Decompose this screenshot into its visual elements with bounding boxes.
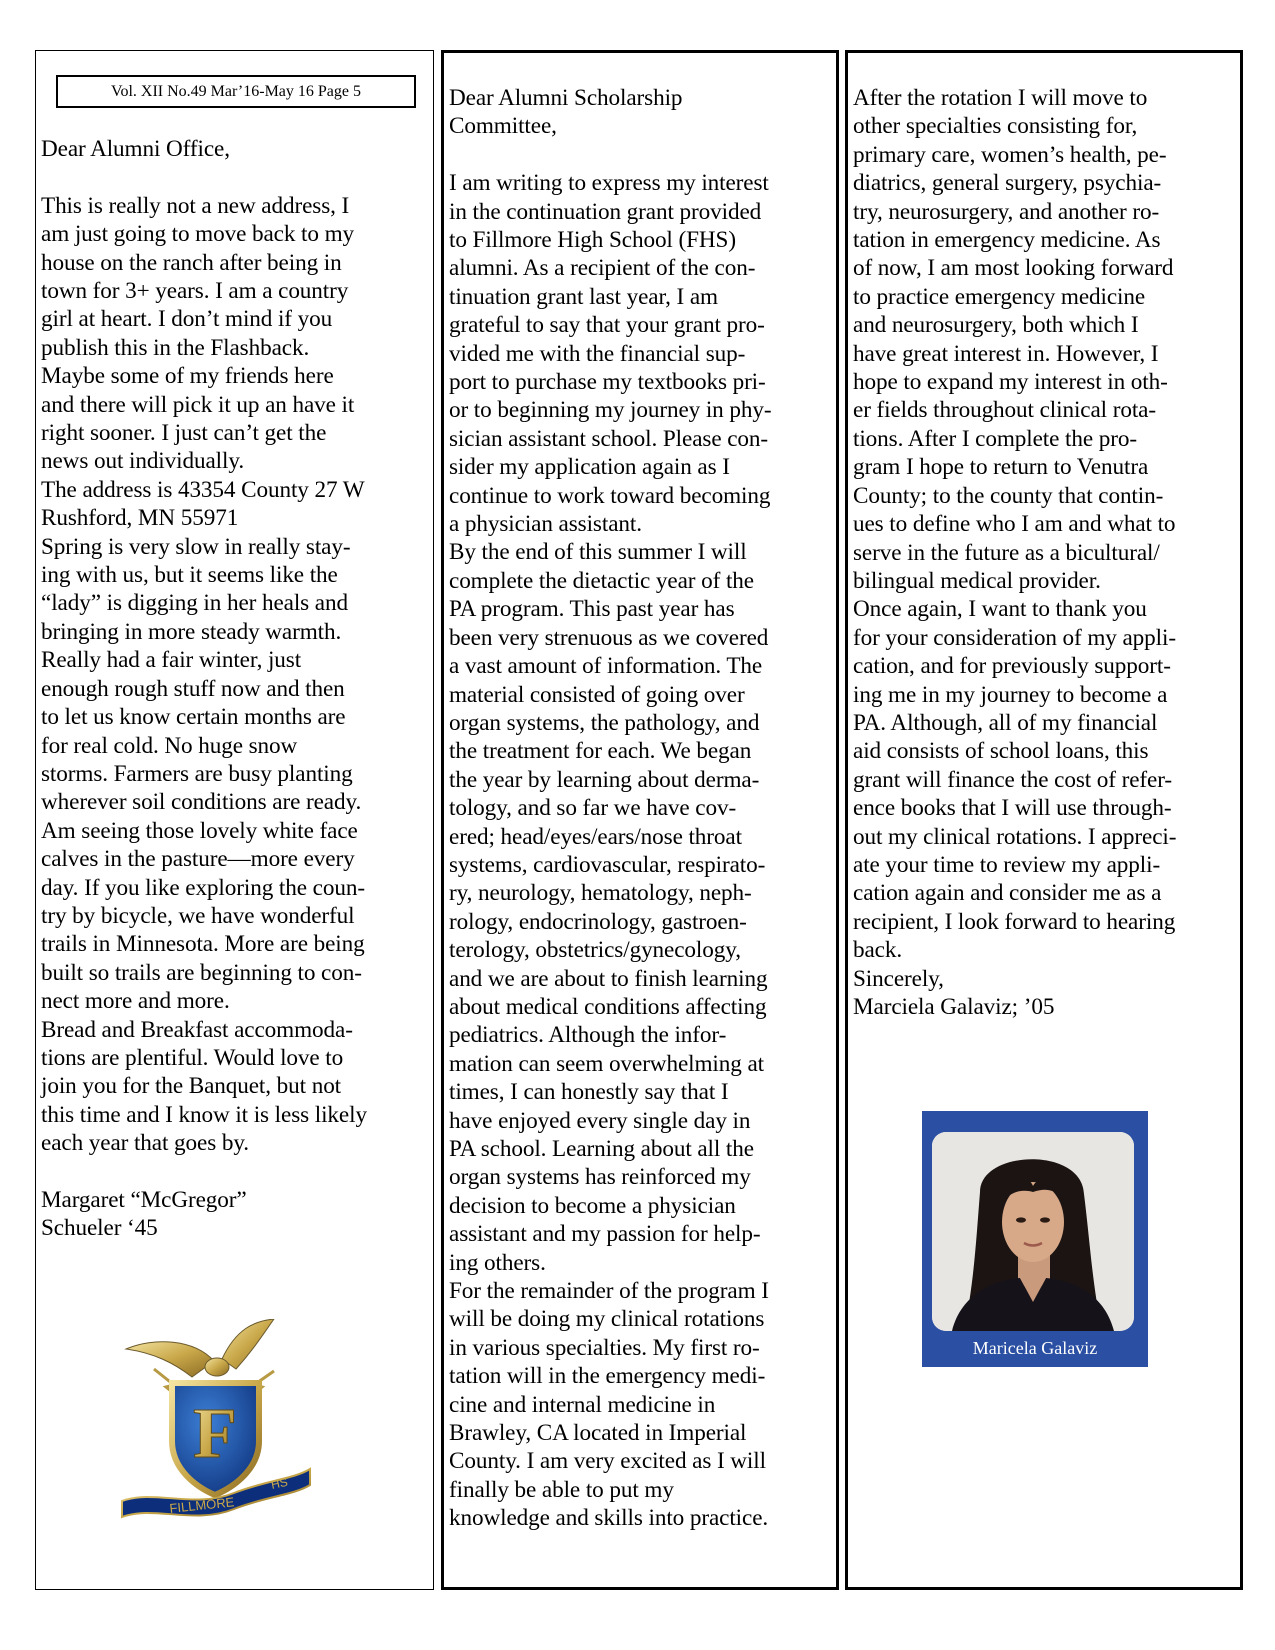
text-line: port to purchase my textbooks pri-	[449, 369, 766, 396]
text-line: By the end of this summer I will	[449, 539, 747, 566]
text-line: trails in Minnesota. More are being	[41, 931, 365, 958]
text-line: PA. Although, all of my financial	[853, 709, 1158, 736]
letter-continuation	[853, 84, 1236, 1021]
text-line: er fields throughout clinical rota-	[853, 397, 1156, 424]
text-line: tology, and so far we have cov-	[449, 795, 737, 822]
issue-label: Vol. XII No.49 Mar’16-May 16 Page 5	[110, 82, 362, 100]
letter-scholarship-committee	[449, 84, 832, 1533]
text-line: a physician assistant.	[449, 511, 642, 538]
text-line: terology, obstetrics/gynecology,	[449, 937, 741, 964]
text-line: decision to become a physician	[449, 1192, 736, 1219]
text-line: This is really not a new address, I	[41, 192, 350, 219]
text-line: knowledge and skills into practice.	[449, 1505, 769, 1532]
text-line: PA program. This past year has	[449, 596, 735, 623]
svg-text:F: F	[193, 1393, 237, 1473]
text-line: tation in emergency medicine. As	[853, 227, 1161, 254]
text-line: try by bicycle, we have wonderful	[41, 902, 355, 929]
text-line: Committee,	[449, 113, 557, 140]
text-line: serve in the future as a bicultural/	[853, 539, 1160, 566]
photo-caption: Maricela Galaviz	[972, 1338, 1098, 1358]
text-line: other specialties consisting for,	[853, 113, 1138, 140]
text-line: publish this in the Flashback.	[41, 334, 310, 361]
text-line: bilingual medical provider.	[853, 567, 1101, 594]
text-line: wherever soil conditions are ready.	[41, 789, 362, 816]
text-line: to practice emergency medicine	[853, 283, 1146, 310]
text-line: back.	[853, 937, 903, 964]
text-line: systems, cardiovascular, respirato-	[449, 851, 766, 878]
text-line: each year that goes by.	[41, 1130, 250, 1157]
text-line: cation, and for previously support-	[853, 653, 1171, 680]
text-line: in various specialties. My first ro-	[449, 1334, 760, 1361]
text-line: have great interest in. However, I	[853, 340, 1159, 367]
text-line: aid consists of school loans, this	[853, 738, 1149, 765]
text-line: I am writing to express my interest	[449, 170, 769, 197]
text-line: The address is 43354 County 27 W	[41, 476, 365, 503]
text-line: ing with us, but it seems like the	[41, 562, 338, 589]
text-line: will be doing my clinical rotations	[449, 1306, 765, 1333]
text-line: girl at heart. I don’t mind if you	[41, 306, 333, 333]
text-line: nect more and more.	[41, 988, 230, 1015]
text-line: been very strenuous as we covered	[449, 624, 769, 651]
text-line: Really had a fair winter, just	[41, 647, 302, 674]
text-line: Am seeing those lovely white face	[41, 817, 358, 844]
text-line: in the continuation grant provided	[449, 198, 762, 225]
text-line: ry, neurology, hematology, neph-	[449, 880, 752, 907]
text-line: bringing in more steady warmth.	[41, 618, 342, 645]
text-line: and neurosurgery, both which I	[853, 312, 1139, 339]
text-line: tions are plentiful. Would love to	[41, 1044, 344, 1071]
text-line: vided me with the financial sup-	[449, 340, 746, 367]
blank-line	[41, 163, 429, 191]
text-line: this time and I know it is less likely	[41, 1101, 367, 1128]
text-line: ing me in my journey to become a	[853, 681, 1168, 708]
issue-header	[56, 75, 416, 108]
column-1	[35, 50, 434, 1590]
text-line: ered; head/eyes/ears/nose throat	[449, 823, 742, 850]
text-line: “lady” is digging in her heals and	[41, 590, 348, 617]
text-line: join you for the Banquet, but not	[41, 1073, 342, 1100]
text-line: house on the ranch after being in	[41, 249, 342, 276]
letter-alumni-office	[41, 135, 429, 1243]
portrait-photo	[922, 1111, 1148, 1367]
text-line: Marciela Galaviz; ’05	[853, 994, 1055, 1020]
fillmore-crest-icon	[114, 1319, 314, 1529]
text-line: storms. Farmers are busy planting	[41, 760, 353, 787]
text-line: for real cold. No huge snow	[41, 732, 298, 759]
text-line: cine and internal medicine in	[449, 1391, 716, 1418]
text-line: am just going to move back to my	[41, 221, 355, 248]
text-line: For the remainder of the program I	[449, 1278, 769, 1305]
text-line: mation can seem overwhelming at	[449, 1050, 764, 1077]
text-line: Once again, I want to thank you	[853, 596, 1147, 623]
text-line: enough rough stuff now and then	[41, 675, 345, 702]
text-line: out my clinical rotations. I appreci-	[853, 823, 1177, 850]
text-line: diatrics, general surgery, psychia-	[853, 170, 1162, 197]
text-line: tinuation grant last year, I am	[449, 283, 718, 310]
text-line: organ systems has reinforced my	[449, 1164, 751, 1191]
text-line: ence books that I will use through-	[853, 795, 1172, 822]
text-line: ing others.	[449, 1249, 546, 1276]
text-line: rology, endocrinology, gastroen-	[449, 908, 747, 935]
text-line: County. I am very excited as I will	[449, 1448, 766, 1475]
text-line: about medical conditions affecting	[449, 993, 767, 1020]
text-line: Schueler ‘45	[41, 1215, 158, 1242]
text-line: have enjoyed every single day in	[449, 1107, 751, 1134]
text-line: right sooner. I just can’t get the	[41, 420, 327, 447]
text-line: day. If you like exploring the coun-	[41, 874, 365, 901]
svg-text:HS: HS	[269, 1474, 289, 1492]
text-line: and there will pick it up an have it	[41, 391, 355, 418]
text-line: gram I hope to return to Venutra	[853, 454, 1149, 481]
text-line: continue to work toward becoming	[449, 482, 771, 509]
text-line: Brawley, CA located in Imperial	[449, 1420, 747, 1447]
text-line: tation will in the emergency medi-	[449, 1363, 766, 1390]
text-line: sician assistant school. Please con-	[449, 425, 769, 452]
text-line: alumni. As a recipient of the con-	[449, 255, 756, 282]
text-line: town for 3+ years. I am a country	[41, 278, 349, 305]
text-line: calves in the pasture—more every	[41, 846, 355, 873]
text-line: cation again and consider me as a	[853, 880, 1162, 907]
text-line: ate your time to review my appli-	[853, 851, 1161, 878]
text-line: tions. After I complete the pro-	[853, 425, 1137, 452]
text-line: ues to define who I am and what to	[853, 511, 1176, 538]
text-line: grateful to say that your grant pro-	[449, 312, 765, 339]
text-line: the treatment for each. We began	[449, 738, 752, 765]
text-line: Bread and Breakfast accommoda-	[41, 1016, 353, 1043]
text-line: Sincerely,	[853, 965, 944, 992]
text-line: recipient, I look forward to hearing	[853, 908, 1176, 935]
text-line: for your consideration of my appli-	[853, 624, 1176, 651]
text-line: material consisted of going over	[449, 681, 745, 708]
text-line: Dear Alumni Office,	[41, 136, 230, 162]
text-line: or to beginning my journey in phy-	[449, 397, 772, 424]
text-line: organ systems, the pathology, and	[449, 709, 760, 736]
text-line: times, I can honestly say that I	[449, 1079, 729, 1106]
text-line: news out individually.	[41, 448, 245, 475]
text-line: grant will finance the cost of refer-	[853, 766, 1173, 793]
blank-line	[41, 1158, 429, 1186]
text-line: Spring is very slow in really stay-	[41, 533, 351, 560]
text-line: try, neurosurgery, and another ro-	[853, 198, 1160, 225]
text-line: Margaret “McGregor”	[41, 1187, 247, 1213]
text-line: pediatrics. Although the infor-	[449, 1022, 727, 1049]
text-line: sider my application again as I	[449, 454, 730, 481]
text-line: built so trails are beginning to con-	[41, 959, 362, 986]
text-line: a vast amount of information. The	[449, 653, 763, 680]
column-3	[845, 50, 1243, 1590]
text-line: Dear Alumni Scholarship	[449, 85, 683, 111]
text-line: finally be able to put my	[449, 1476, 674, 1503]
text-line: County; to the county that contin-	[853, 482, 1164, 509]
text-line: complete the dietactic year of the	[449, 567, 754, 594]
text-line: to let us know certain months are	[41, 704, 346, 731]
text-line: to Fillmore High School (FHS)	[449, 227, 736, 254]
blank-line	[449, 141, 832, 169]
text-line: assistant and my passion for help-	[449, 1221, 761, 1248]
text-line: hope to expand my interest in oth-	[853, 369, 1168, 396]
text-line: PA school. Learning about all the	[449, 1136, 754, 1163]
text-line: After the rotation I will move to	[853, 85, 1148, 111]
text-line: primary care, women’s health, pe-	[853, 141, 1167, 168]
text-line: Maybe some of my friends here	[41, 363, 334, 390]
text-line: and we are about to finish learning	[449, 965, 768, 992]
portrait-photo-icon	[932, 1132, 1134, 1331]
svg-text:FILLMORE: FILLMORE	[168, 1494, 235, 1516]
text-line: of now, I am most looking forward	[853, 255, 1174, 282]
column-2	[441, 50, 839, 1590]
text-line: Rushford, MN 55971	[41, 505, 239, 532]
text-line: the year by learning about derma-	[449, 766, 760, 793]
